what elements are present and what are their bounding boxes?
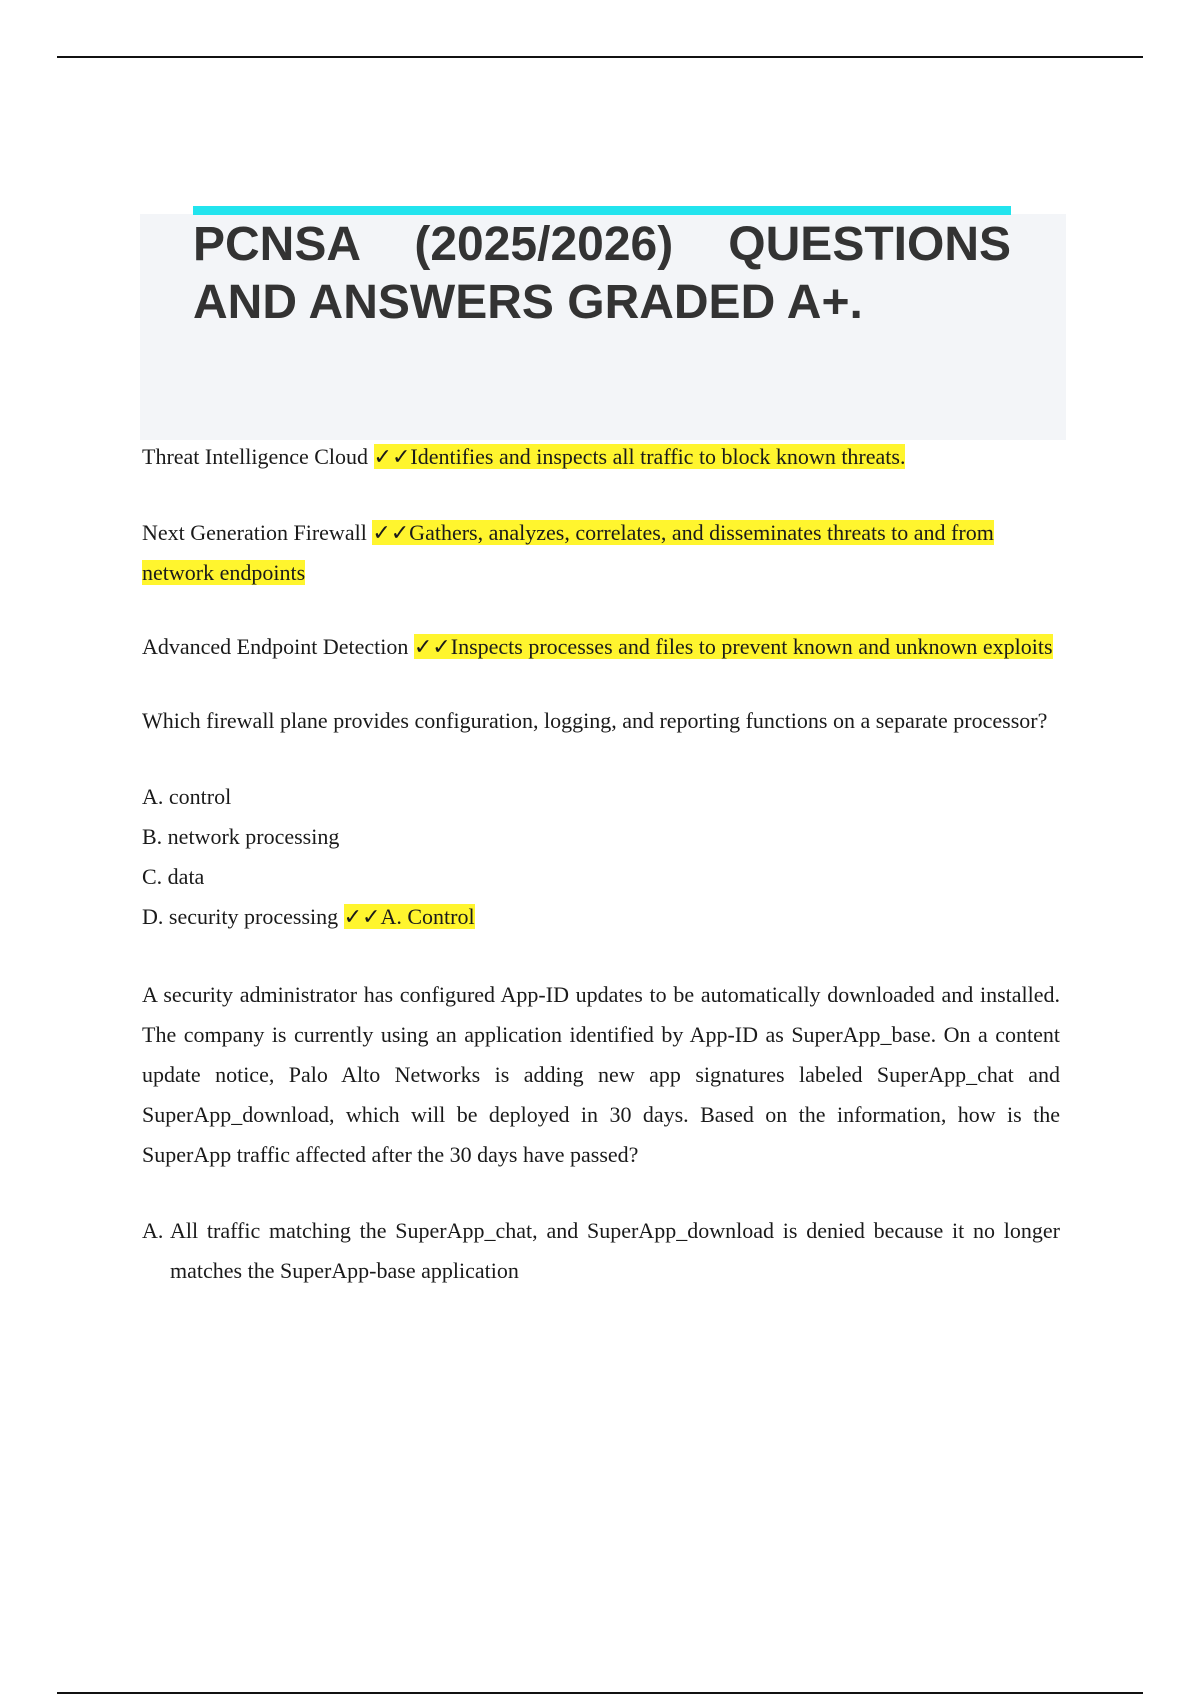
definition-advanced-endpoint-detection [142, 627, 1060, 667]
definition-term: Advanced Endpoint Detection [142, 634, 409, 659]
header-rule [57, 56, 1143, 58]
definition-term: Threat Intelligence Cloud [142, 444, 369, 469]
question-1-text: Which firewall plane provides configuration, logging, and reporting functions on a separate processor? [142, 708, 1048, 733]
question-1-option-d [142, 897, 1060, 937]
definition-answer: ✓✓Gathers, analyzes, correlates, and disseminates threats to and from network endpoints [142, 520, 994, 585]
option-letter: A. [142, 1218, 164, 1243]
option-text: All traffic matching the SuperApp_chat, and SuperApp_download is denied because it no longer matches the SuperApp-base application [170, 1218, 1060, 1283]
document-body [142, 437, 1060, 1291]
question-2-option-a [142, 1211, 1060, 1291]
question-1-options [142, 777, 1060, 937]
question-1-option-c: C. data [142, 864, 205, 889]
question-1-option-a: A. control [142, 784, 232, 809]
definition-next-generation-firewall [142, 513, 1060, 593]
question-1-option-b: B. network processing [142, 824, 340, 849]
page-title: PCNSA (2025/2026) QUESTIONS AND ANSWERS GRADED A+. [193, 218, 1011, 329]
definition-threat-intelligence-cloud [142, 437, 1060, 477]
definition-answer: ✓✓Inspects processes and files to prevent known and unknown exploits [413, 634, 1053, 659]
footer-rule [57, 1692, 1143, 1694]
definition-term: Next Generation Firewall [142, 520, 367, 545]
question-1-answer: ✓✓A. Control [343, 904, 475, 929]
definition-answer: ✓✓Identifies and inspects all traffic to block known threats. [373, 444, 906, 469]
question-1-option-d-label: D. security processing [142, 904, 339, 929]
title-accent-bar [193, 206, 1011, 215]
question-2-text: A security administrator has configured App-ID updates to be automatically downloaded and installed. The company is currently using an application identified by App-ID as SuperApp_base. On a content update notice, Palo Alto Networks is adding new app signatures labeled SuperApp_chat and SuperApp_download, which will be deployed in 30 days. Based on the information, how is the SuperApp traffic affected after the 30 days have passed? [142, 982, 1060, 1167]
